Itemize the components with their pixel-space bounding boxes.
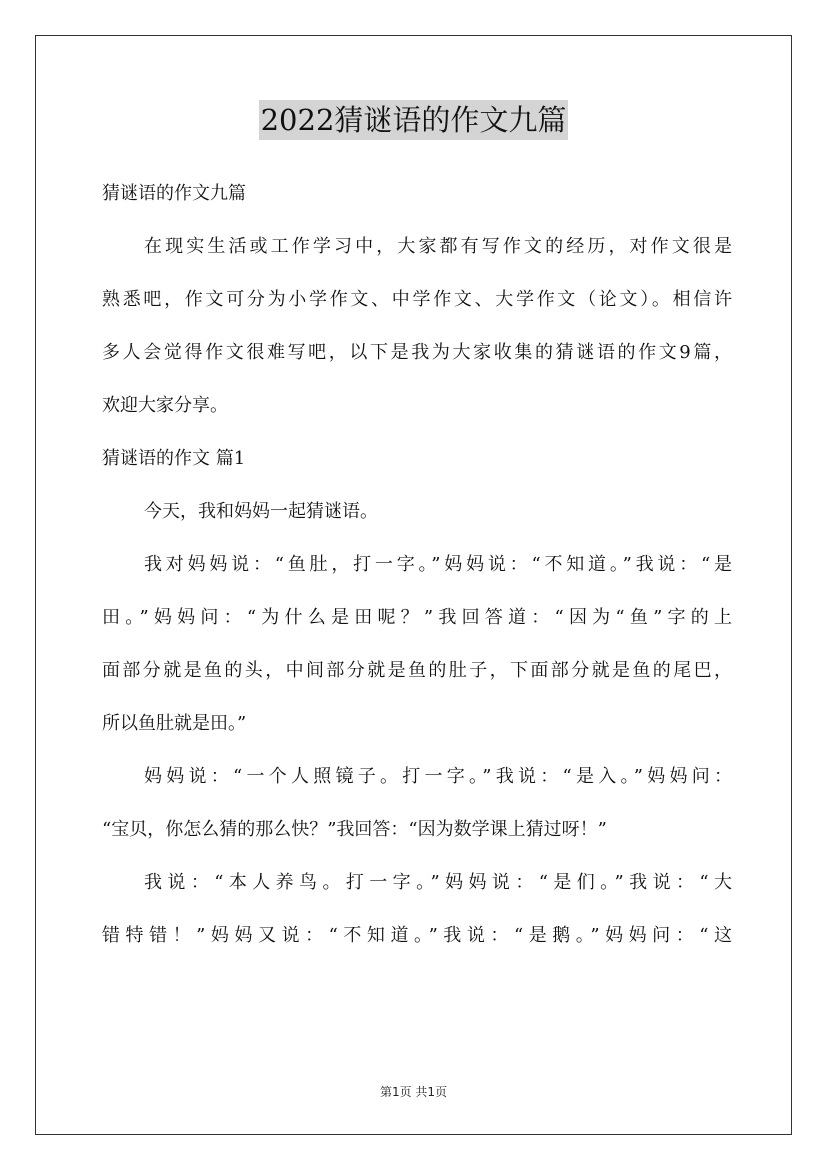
document-title-text: 2022猜谜语的作文九篇	[259, 100, 569, 140]
paragraph-line: 田。”妈妈问：“为什么是田呢？”我回答道：“因为“鱼”字的上	[102, 607, 732, 628]
section-paragraph	[102, 546, 732, 742]
intro-paragraph	[102, 228, 732, 424]
paragraph-line: “宝贝，你怎么猜的那么快？”我回答：“因为数学课上猜过呀！”	[102, 819, 607, 840]
section-paragraph: 今天，我和妈妈一起猜谜语。	[144, 501, 378, 522]
section-paragraph	[102, 758, 732, 848]
intro-line: 欢迎大家分享。	[102, 395, 228, 416]
intro-line: 在现实生活或工作学习中，大家都有写作文的经历，对作文很是	[144, 236, 732, 257]
paragraph-line: 错特错！”妈妈又说：“不知道。”我说：“是鹅。”妈妈问：“这	[102, 925, 732, 946]
document-subtitle: 猜谜语的作文九篇	[102, 183, 246, 204]
paragraph-line: 面部分就是鱼的头，中间部分就是鱼的肚子，下面部分就是鱼的尾巴，	[102, 660, 732, 681]
page-footer: 第1页 共1页	[379, 1085, 448, 1099]
paragraph-line: 我对妈妈说：“鱼肚，打一字。”妈妈说：“不知道。”我说：“是	[144, 554, 732, 575]
intro-line: 多人会觉得作文很难写吧，以下是我为大家收集的猜谜语的作文9篇，	[102, 342, 732, 363]
paragraph-line: 所以鱼肚就是田。”	[102, 713, 247, 734]
section-heading: 猜谜语的作文 篇1	[102, 448, 246, 469]
paragraph-line: 我说：“本人养鸟。打一字。”妈妈说：“是们。”我说：“大	[144, 872, 732, 893]
intro-line: 熟悉吧，作文可分为小学作文、中学作文、大学作文（论文）。相信许	[102, 289, 732, 310]
section-paragraph	[102, 864, 732, 954]
paragraph-line: 妈妈说：“一个人照镜子。打一字。”我说：“是入。”妈妈问：	[144, 766, 732, 787]
document-title	[0, 100, 827, 140]
document-body	[102, 175, 732, 970]
